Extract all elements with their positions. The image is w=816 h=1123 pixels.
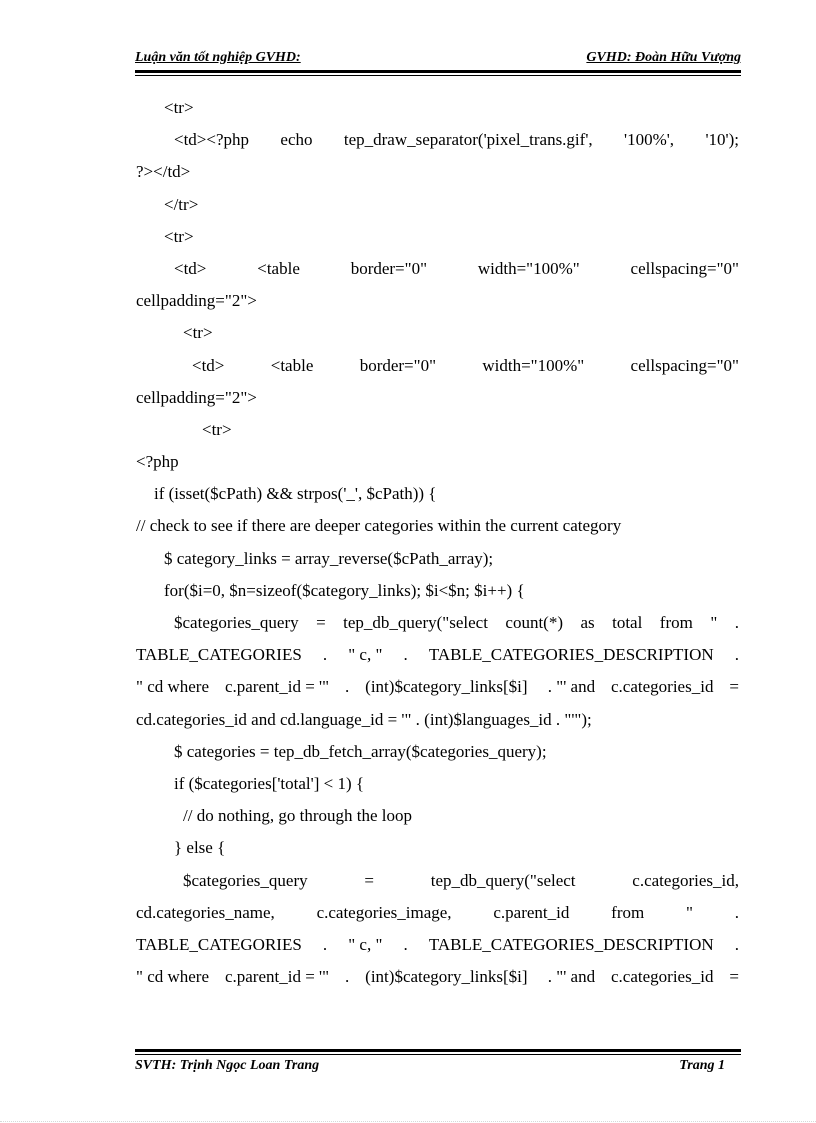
header-rule-thick <box>135 70 741 73</box>
code-line: } else { <box>174 838 226 858</box>
code-token: c.categories_id <box>611 967 714 987</box>
code-token: <table <box>257 258 300 278</box>
header-left-text: Luận văn tốt nghiệp GVHD: <box>135 50 301 65</box>
code-line <box>136 607 739 639</box>
code-token: border="0" <box>350 258 428 278</box>
code-token: <td> <box>174 258 207 278</box>
header-rule-thin <box>135 75 741 76</box>
code-line <box>136 897 739 929</box>
code-token: c.parent_id <box>493 902 570 922</box>
code-token: TABLE_CATEGORIES <box>136 934 302 954</box>
code-token: = <box>364 870 374 890</box>
code-token: from <box>611 902 645 922</box>
code-line: cellpadding="2"> <box>136 387 257 407</box>
code-token: . <box>322 645 328 665</box>
code-token: c.parent_id = '" <box>224 967 330 987</box>
code-line: $ categories = tep_db_fetch_array($categories_query); <box>174 741 547 761</box>
code-line <box>136 929 739 961</box>
code-line <box>136 961 739 993</box>
code-token: = <box>729 967 739 987</box>
code-line: cellpadding="2"> <box>136 291 257 311</box>
code-token: " cd where <box>136 967 210 987</box>
code-token: . "' and <box>543 967 596 987</box>
code-line <box>136 671 739 703</box>
code-line: <tr> <box>202 419 232 439</box>
code-token: " c, " <box>348 934 383 954</box>
code-line: <tr> <box>164 226 194 246</box>
code-line: </tr> <box>164 194 199 214</box>
code-line: <tr> <box>164 98 194 117</box>
code-token: cd.categories_name, <box>136 902 275 922</box>
code-token: c.categories_image, <box>316 902 452 922</box>
code-line: ?></td> <box>136 162 191 182</box>
code-listing <box>136 92 739 993</box>
code-token: width="100%" <box>482 355 585 375</box>
code-line: <?php <box>136 452 179 472</box>
code-token: from <box>659 613 693 632</box>
code-token: tep_db_query("select <box>343 613 488 632</box>
code-token: (int)$category_links[$i] <box>365 967 528 987</box>
code-token: . "' and <box>543 677 596 697</box>
code-token: $categories_query <box>174 613 299 632</box>
code-line: // check to see if there are deeper categories within the current category <box>136 516 622 536</box>
code-token: TABLE_CATEGORIES <box>136 645 302 665</box>
code-token: . <box>734 613 739 632</box>
code-line: if (isset($cPath) && strpos('_', $cPath)) { <box>154 484 437 504</box>
code-token: . <box>344 967 350 987</box>
code-token: c.categories_id, <box>632 870 739 890</box>
footer-rule-thick <box>135 1049 741 1052</box>
code-token: width="100%" <box>477 258 580 278</box>
code-token: <td><?php <box>174 130 250 150</box>
code-token: " c, " <box>348 645 383 665</box>
code-token: cellspacing="0" <box>630 355 739 375</box>
footer-rule-thin <box>135 1054 741 1055</box>
page-bottom-border <box>0 1121 816 1122</box>
code-token: = <box>729 677 739 697</box>
code-token: tep_draw_separator('pixel_trans.gif', <box>343 130 593 150</box>
code-token: total <box>612 613 643 632</box>
code-token: TABLE_CATEGORIES_DESCRIPTION <box>428 645 714 665</box>
code-token: tep_db_query("select <box>430 870 576 890</box>
code-token: = <box>316 613 326 632</box>
code-token: count(*) <box>505 613 563 632</box>
code-line: cd.categories_id and cd.language_id = '" . (int)$languages_id . "'"); <box>136 709 592 729</box>
code-token: . <box>322 934 328 954</box>
code-token: " <box>686 902 693 922</box>
code-token: . <box>734 934 739 954</box>
code-line: $ category_links = array_reverse($cPath_array); <box>164 548 494 568</box>
code-line: <tr> <box>183 323 213 343</box>
code-token: (int)$category_links[$i] <box>365 677 528 697</box>
code-token: <table <box>270 355 314 375</box>
code-line: for($i=0, $n=sizeof($category_links); $i<$n; $i++) { <box>164 580 525 600</box>
code-token: " <box>710 613 718 632</box>
code-token: c.parent_id = '" <box>224 677 330 697</box>
code-line <box>136 639 739 671</box>
code-line <box>136 350 739 382</box>
page-header <box>135 50 741 66</box>
code-token: . <box>403 645 408 665</box>
code-token: '100%', <box>624 130 675 150</box>
footer-left-text: SVTH: Trịnh Ngọc Loan Trang <box>135 1058 320 1073</box>
code-token: TABLE_CATEGORIES_DESCRIPTION <box>428 934 714 954</box>
code-token: $categories_query <box>183 870 308 890</box>
code-line <box>136 124 739 156</box>
page-number: Trang 1 <box>679 1058 725 1073</box>
header-right-text: GVHD: Đoàn Hữu Vượng <box>586 50 741 65</box>
code-token: " cd where <box>136 677 210 697</box>
code-token: '10'); <box>705 130 739 150</box>
code-token: . <box>734 645 739 665</box>
code-token: . <box>734 902 739 922</box>
code-token: border="0" <box>359 355 437 375</box>
code-token: cellspacing="0" <box>630 258 739 278</box>
code-token: echo <box>280 130 313 150</box>
code-token: <td> <box>192 355 225 375</box>
code-line: if ($categories['total'] < 1) { <box>174 773 365 793</box>
code-token: as <box>580 613 595 632</box>
code-line <box>136 865 739 897</box>
code-line: // do nothing, go through the loop <box>183 806 413 826</box>
code-token: c.categories_id <box>611 677 714 697</box>
page-footer <box>135 1058 725 1076</box>
code-line <box>136 253 739 285</box>
code-token: . <box>403 934 408 954</box>
code-token: . <box>344 677 350 697</box>
